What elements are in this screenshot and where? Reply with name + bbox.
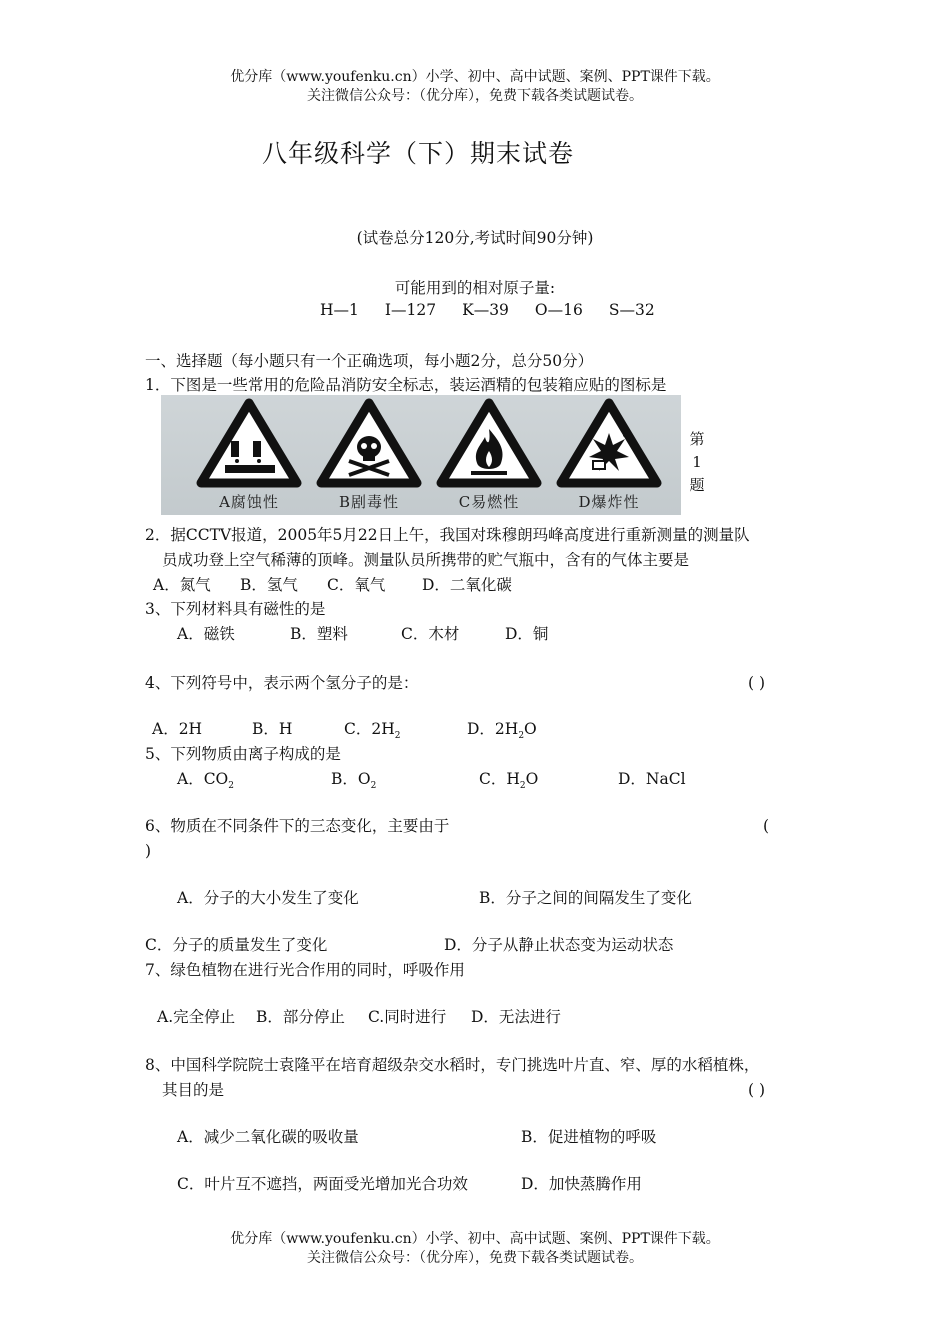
q2-option-b: B．氢气 (240, 576, 298, 594)
q5-b-text: B．O (331, 770, 371, 788)
q8-option-c: C．叶片互不遮挡，两面受光增加光合功效 (177, 1175, 468, 1193)
hazard-toxic (309, 395, 429, 515)
q4-c-sub: 2 (394, 731, 401, 742)
q3-option-d: D．铜 (505, 625, 549, 643)
q7-option-a: A.完全停止 (157, 1008, 236, 1026)
q2-option-d: D．二氧化碳 (422, 576, 512, 594)
q4-stem: 4、下列符号中，表示两个氢分子的是： (145, 674, 419, 692)
hazard-flammable (429, 395, 549, 515)
q3-option-b: B．塑料 (290, 625, 348, 643)
figure-caption-2: 1 (692, 453, 702, 471)
q6-option-d: D．分子从静止状态变为运动状态 (444, 936, 674, 954)
flame-icon (429, 395, 549, 491)
footer-line-1: 优分库（www.youfenku.cn）小学、初中、高中试题、案例、PPT课件下载。 (230, 1231, 720, 1247)
q5-c-sub: 2 (519, 781, 526, 792)
mass-o: O—16 (534, 301, 583, 319)
q1-stem: 1．下图是一些常用的危险品消防安全标志，装运酒精的包装箱应贴的图标是 (145, 376, 667, 394)
mass-s: S—32 (608, 301, 655, 319)
q8-option-d: D．加快蒸腾作用 (521, 1175, 642, 1193)
q3-stem: 3、下列材料具有磁性的是 (145, 600, 326, 618)
q5-a-sub: 2 (228, 781, 234, 792)
atomic-mass-list (320, 301, 655, 319)
corrosive-icon (189, 395, 309, 491)
q4-option-c (344, 718, 400, 747)
q4-option-d (467, 718, 537, 747)
hazard-label-a: A腐蚀性 (219, 493, 279, 511)
q6-option-b: B．分子之间的间隔发生了变化 (479, 889, 692, 907)
q4-d-text: D．2H (467, 720, 519, 738)
q2-option-a: A．氮气 (153, 576, 211, 594)
atomic-mass-label: 可能用到的相对原子量: (394, 279, 556, 297)
q4-option-b (252, 718, 292, 740)
q4-d-sub: 2 (518, 731, 525, 742)
hazard-label-d: D爆炸性 (578, 493, 640, 511)
q8-option-a: A．减少二氧化碳的吸收量 (177, 1128, 359, 1146)
q8-option-b: B．促进植物的呼吸 (521, 1128, 657, 1146)
exam-info: (试卷总分120分,考试时间90分钟) (356, 229, 594, 247)
q5-option-c (479, 768, 538, 797)
q4-b-text: B．H (252, 720, 293, 738)
q4-d-post: O (524, 720, 537, 738)
hazard-label-b: B剧毒性 (338, 493, 400, 511)
hazard-label-c: C易燃性 (458, 493, 520, 511)
header-line-2: 关注微信公众号：（优分库），免费下载各类试题试卷。 (307, 88, 643, 104)
mass-i: I—127 (384, 301, 437, 319)
header-line-1: 优分库（www.youfenku.cn）小学、初中、高中试题、案例、PPT课件下载。 (230, 69, 720, 85)
q2-option-c: C．氧气 (327, 576, 386, 594)
footer-line-2: 关注微信公众号：（优分库），免费下载各类试题试卷。 (307, 1250, 643, 1266)
q7-option-d: D．无法进行 (471, 1008, 561, 1026)
q2-stem-line-1: 2．据CCTV报道，2005年5月22日上午，我国对珠穆朗玛峰高度进行重新测量的测量队 (145, 526, 750, 544)
section-heading: 一、选择题（每小题只有一个正确选项，每小题2分，总分50分） (145, 352, 594, 370)
q6-paren-open: ( (763, 817, 770, 835)
q5-d-text: D．NaCl (618, 770, 686, 788)
mass-k: K—39 (462, 301, 509, 319)
q5-stem: 5、下列物质由离子构成的是 (145, 745, 341, 763)
q5-option-a (177, 768, 234, 797)
skull-icon (309, 395, 429, 491)
q5-option-d (618, 768, 686, 790)
q5-c-text: C．H (479, 770, 520, 788)
q7-stem: 7、绿色植物在进行光合作用的同时，呼吸作用 (145, 961, 465, 979)
q6-paren-close: ) (145, 842, 152, 860)
q2-stem-line-2: 员成功登上空气稀薄的顶峰。测量队员所携带的贮气瓶中，含有的气体主要是 (162, 551, 690, 569)
q4-a-text: A．2H (152, 720, 203, 738)
page-title: 八年级科学（下）期末试卷 (262, 139, 575, 168)
figure-caption-3: 题 (689, 476, 705, 494)
figure-caption-1: 第 (689, 430, 705, 448)
q8-stem-line-2: 其目的是 (162, 1081, 225, 1099)
hazard-corrosive (189, 395, 309, 515)
hazard-figure (161, 395, 681, 515)
q7-option-c: C.同时进行 (368, 1008, 447, 1026)
q3-option-a: A．磁铁 (177, 625, 235, 643)
mass-h: H—1 (320, 301, 359, 319)
q4-c-text: C．2H (344, 720, 395, 738)
q6-option-a: A．分子的大小发生了变化 (177, 889, 359, 907)
figure-caption (688, 428, 706, 497)
q6-option-c: C．分子的质量发生了变化 (145, 936, 328, 954)
q5-c-post: O (525, 770, 539, 788)
q8-answer-paren: ( ) (748, 1081, 766, 1099)
q3-option-c: C．木材 (401, 625, 460, 643)
q5-option-b (331, 768, 376, 797)
q7-option-b: B．部分停止 (256, 1008, 345, 1026)
q5-b-sub: 2 (370, 781, 377, 792)
q8-stem-line-1: 8、中国科学院院士袁隆平在培育超级杂交水稻时，专门挑选叶片直、窄、厚的水稻植株， (145, 1056, 760, 1074)
hazard-explosive (549, 395, 669, 515)
q4-option-a (152, 718, 202, 740)
q4-answer-paren: ( ) (748, 674, 766, 692)
q5-a-text: A．CO (177, 770, 229, 788)
q6-stem: 6、物质在不同条件下的三态变化，主要由于 (145, 817, 450, 835)
explosion-icon (549, 395, 669, 491)
